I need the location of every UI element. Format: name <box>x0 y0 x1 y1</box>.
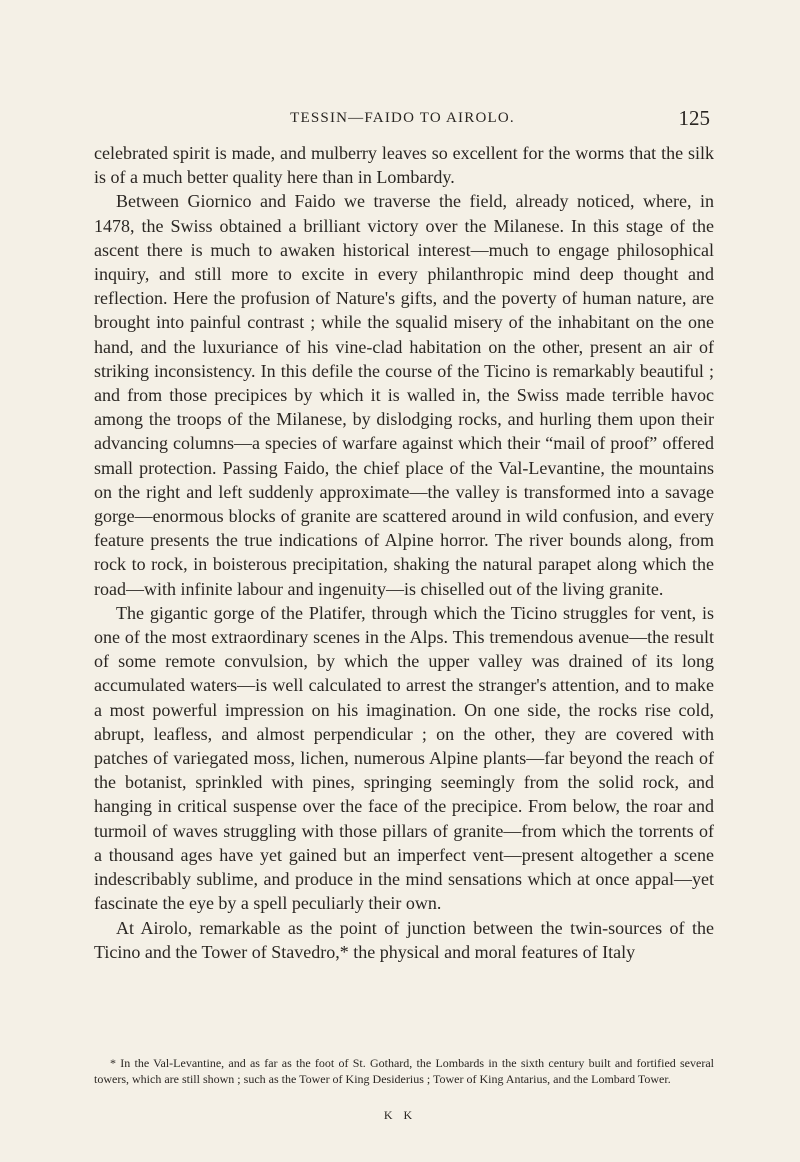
paragraph: At Airolo, remarkable as the point of junction between the twin-sources of the Ticino and the Tower of Stavedro,* the physical and moral features of Italy <box>94 917 714 962</box>
running-title: TESSIN—FAIDO TO AIROLO. <box>290 110 515 126</box>
paragraph: The gigantic gorge of the Platifer, through which the Ticino struggles for vent, is one of the most extraordinary scenes in the Alps. This tremendous avenue—the result of some remote convulsion, by which the upper valley was drained of its long accumulated waters—is well calculated to arrest the stranger's attention, and to make a most powerful impression on his imagination. On one side, the rocks rise cold, abrupt, leafless, and almost perpendicular ; on the other, they are covered with patches of variegated moss, lichen, numerous Alpine plants—far beyond the reach of the botanist, sprinkled with pines, springing seemingly from the solid rock, and hanging in critical suspense over the face of the precipice. From below, the roar and turmoil of waves struggling with those pillars of granite—from which the torrents of a thousand ages have yet gained but an imperfect vent—present altogether a scene indescribably sublime, and produce in the mind sensations which at once appal—yet fascinate the eye by a spell peculiarly their own. <box>94 602 714 914</box>
footnote: * In the Val-Levantine, and as far as the foot of St. Gothard, the Lombards in the sixth century built and fortified several towers, which are still shown ; such as the Tower of King Desiderius ; Tower of King Antarius, and the Lombard Tower. <box>94 1056 714 1086</box>
running-head <box>95 108 710 132</box>
signature-mark: K K <box>383 1108 417 1122</box>
page-number: 125 <box>678 106 710 130</box>
paragraph: Between Giornico and Faido we traverse the field, already noticed, where, in 1478, the Swiss obtained a brilliant victory over the Milanese. In this stage of the ascent there is much to awaken historical interest—much to engage philosophical inquiry, and still more to excite in every philanthropic mind deep thought and reflection. Here the profusion of Nature's gifts, and the poverty of human nature, are brought into painful contrast ; while the squalid misery of the inhabitant on the one hand, and the luxuriance of his vine-clad habitation on the other, present an air of striking inconsistency. In this defile the course of the Ticino is remarkably beautiful ; and from those precipices by which it is walled in, the Swiss made terrible havoc among the troops of the Milanese, by dislodging rocks, and hurling them upon their advancing columns—a species of warfare against which their “mail of proof” offered small protection. Passing Faido, the chief place of the Val-Levantine, the mountains on the right and left suddenly approximate—the valley is transformed into a savage gorge—enormous blocks of granite are scattered around in wild confusion, and every feature presents the true indications of Alpine horror. The river bounds along, from rock to rock, in boisterous precipitation, shaking the natural parapet along which the road—with infinite labour and ingenuity—is chiselled out of the living granite. <box>94 191 714 599</box>
paragraph: celebrated spirit is made, and mulberry leaves so excellent for the worms that the silk is of a much better quality here than in Lombardy. <box>94 143 714 188</box>
body-text <box>94 141 714 964</box>
